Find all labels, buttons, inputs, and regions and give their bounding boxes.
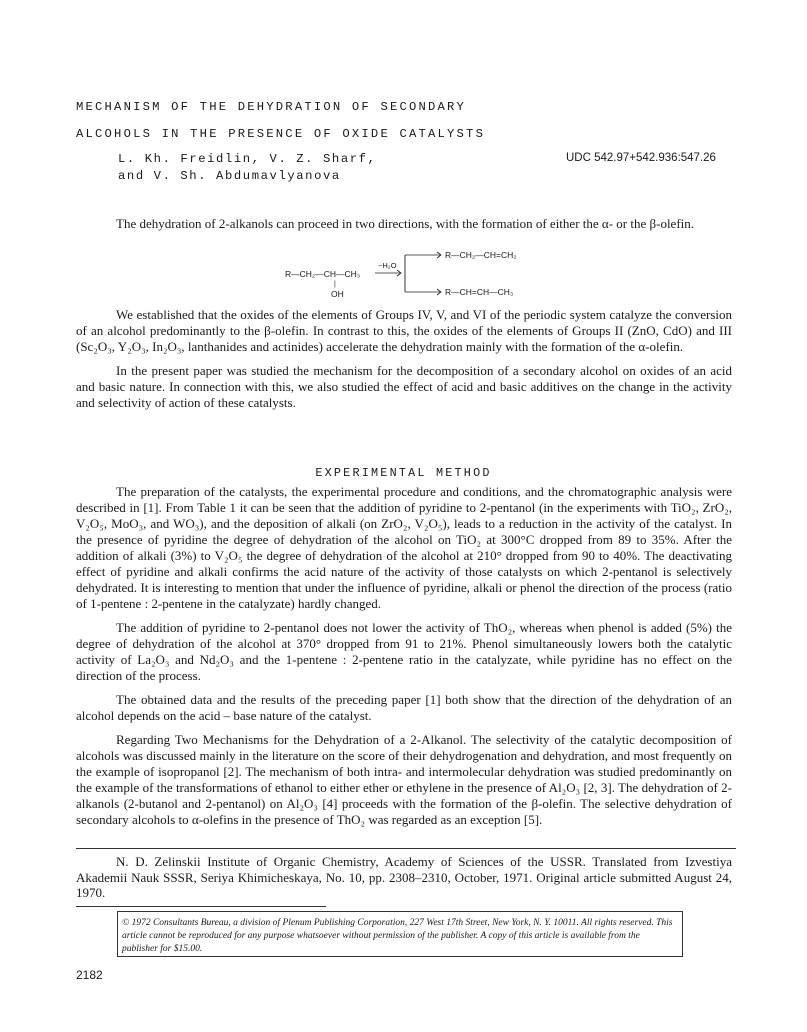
reaction-equation xyxy=(285,250,565,300)
udc-code: UDC 542.97+542.936:547.26 xyxy=(566,152,716,164)
copyright-divider xyxy=(76,906,326,907)
reactant: R—CH₂—CH—CH₃ xyxy=(285,269,361,279)
authors xyxy=(118,151,538,185)
product-alpha-olefin: R—CH₂—CH=CH₂ xyxy=(445,250,517,260)
product-beta-olefin: R—CH=CH—CH₃ xyxy=(445,287,514,297)
method-section xyxy=(76,484,732,828)
title-line-2: ALCOHOLS IN THE PRESENCE OF OXIDE CATALYSTS xyxy=(76,127,486,141)
reagent-label: −H₂O xyxy=(378,261,397,270)
page-number: 2182 xyxy=(76,968,103,982)
title-line-1: MECHANISM OF THE DEHYDRATION OF SECONDARY xyxy=(76,100,467,114)
intro-text: The dehydration of 2-alkanols can proceed in two directions, with the formation of either the α- or the β-olefin. xyxy=(116,216,695,231)
paragraph: The preparation of the catalysts, the experimental procedure and conditions, and the chromatographic analysis were described in [1]. From Table 1 it can be seen that the addition of pyridine to 2-pentanol (in the experiments with TiO₂, ZrO₂, V₂O₅, MoO₃, and WO₃), and the deposition of alkali (on ZrO₂, V₂O₅), leads to a reduction in the activity of the catalyst. In the presence of pyridine the degree of dehydration of the alcohol on TiO₂ at 300°C dropped from 89 to 35%. After the addition of alkali (3%) to V₂O₅ the degree of dehydration of the alcohol at 210° dropped from 90 to 40%. The deactivating effect of pyridine and alkali confirms the acid nature of the activity of those catalysts on which 2-pentanol is selectively dehydrated. It is interesting to mention that under the influence of pyridine, alkali or phenol the direction of the process (ratio of 1-pentene : 2-pentene in the catalyzate) hardly changed. xyxy=(76,484,732,611)
reactant-oh: OH xyxy=(331,289,344,299)
affiliation-text: N. D. Zelinskii Institute of Organic Chemistry, Academy of Sciences of the USSR. Translated from Izvestiya Akademii Nauk SSSR, Seriya Khimicheskaya, No. 10, pp. 2308–2310, October, 1971. Original article submitted August 24, 1970. xyxy=(76,854,732,900)
paragraph: The addition of pyridine to 2-pentanol does not lower the activity of ThO₂, whereas when phenol is added (5%) the degree of dehydration of the alcohol at 370° dropped from 91 to 21%. Phenol simultaneously lowers both the catalytic activity of La₂O₃ and Nd₂O₃ and the 1-pentene : 2-pentene ratio in the catalyzate, while pyridine has no effect on the direction of the process. xyxy=(76,620,732,683)
section-heading: EXPERIMENTAL METHOD xyxy=(315,466,492,480)
paragraph: In the present paper was studied the mechanism for the decomposition of a secondary alcohol on oxides of an acid and basic nature. In connection with this, we also studied the effect of acid and basic additives on the change in the activity and selectivity of action of these catalysts. xyxy=(76,363,732,410)
authors-line-2: and V. Sh. Abdumavlyanova xyxy=(118,169,341,183)
introduction-section xyxy=(76,307,732,411)
reaction-arrows xyxy=(285,250,565,300)
authors-line-1: L. Kh. Freidlin, V. Z. Sharf, xyxy=(118,152,377,166)
paragraph: We established that the oxides of the elements of Groups IV, V, and VI of the periodic system catalyze the conversion of an alcohol predominantly to the β-olefin. In contrast to this, the oxides of the elements of Groups II (ZnO, CdO) and III (Sc₂O₃, Y₂O₃, In₂O₃, lanthanides and actinides) accelerate the dehydration mainly with the formation of the α-olefin. xyxy=(76,307,732,354)
intro-paragraph xyxy=(76,216,732,232)
affiliation-footnote xyxy=(76,854,732,901)
paragraph: The obtained data and the results of the preceding paper [1] both show that the direction of the dehydration of an alcohol depends on the acid – base nature of the catalyst. xyxy=(76,692,732,723)
article-title xyxy=(76,94,696,148)
copyright-box: © 1972 Consultants Bureau, a division of Plenum Publishing Corporation, 227 West 17th Street, New York, N. Y. 10011. All rights reserved. This article cannot be reproduced for any purpose whatsoever without permission of the publisher. A copy of this article is available from the publisher for $15.00. xyxy=(117,911,683,957)
reactant-oh-bond: | xyxy=(334,281,336,288)
footnote-divider xyxy=(76,848,736,849)
paragraph: Regarding Two Mechanisms for the Dehydration of a 2-Alkanol. The selectivity of the catalytic decomposition of alcohols was discussed mainly in the literature on the score of their dehydrogenation and dehydration, and most frequently on the example of isopropanol [2]. The mechanism of both intra- and intermolecular dehydration was studied predominantly on the example of the transformations of ethanol to either ether or ethylene in the presence of Al₂O₃ [2, 3]. The dehydration of 2-alkanols (2-butanol and 2-pentanol) on Al₂O₃ [4] proceeds with the formation of the β-olefin. The selective dehydration of secondary alcohols to α-olefins in the presence of ThO₂ was regarded as an exception [5]. xyxy=(76,732,732,827)
